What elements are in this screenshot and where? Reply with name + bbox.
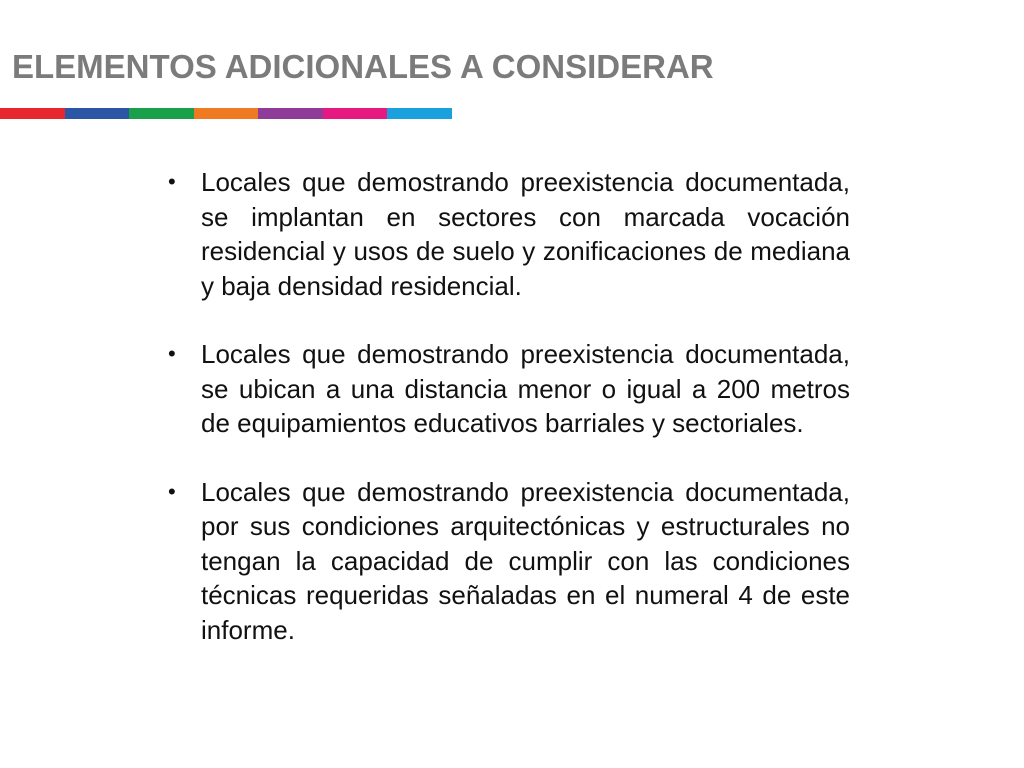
bullet-list — [168, 165, 850, 681]
stripe-segment-red — [0, 108, 65, 119]
stripe-segment-orange — [194, 108, 259, 119]
bullet-dot-icon: • — [168, 341, 176, 366]
bullet-item — [168, 165, 850, 303]
stripe-segment-green — [129, 108, 194, 119]
bullet-item — [168, 337, 850, 441]
slide-title: ELEMENTOS ADICIONALES A CONSIDERAR — [12, 48, 714, 85]
bullet-text: Locales que demostrando preexistencia documentada, por sus condiciones arquitectónicas y estructurales no tengan la capacidad de cumplir con las condiciones técnicas requeridas señaladas en el numeral 4 de este informe. — [201, 476, 850, 645]
stripe-segment-cyan — [387, 108, 452, 119]
bullet-dot-icon: • — [168, 169, 176, 194]
stripe-segment-purple — [258, 108, 323, 119]
bullet-item — [168, 475, 850, 648]
bullet-text: Locales que demostrando preexistencia documentada, se implantan en sectores con marcada vocación residencial y usos de suelo y zonificaciones de mediana y baja densidad residencial. — [201, 167, 850, 301]
stripe-segment-blue — [65, 108, 130, 119]
bullet-dot-icon: • — [168, 478, 176, 504]
stripe-segment-magenta — [323, 108, 388, 119]
bullet-text: Locales que demostrando preexistencia documentada, se ubican a una distancia menor o igual a 200 metros de equipamientos educativos barriales y sectoriales. — [201, 339, 850, 438]
color-stripe-bar — [0, 108, 452, 119]
